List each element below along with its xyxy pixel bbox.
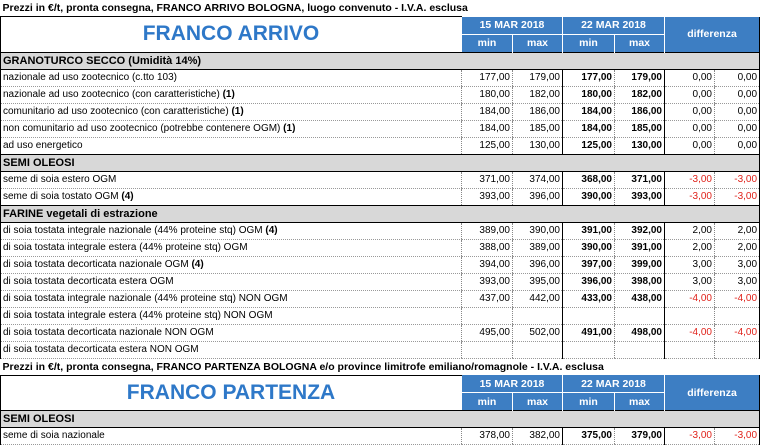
max-header: max xyxy=(513,393,563,411)
product-name: di soia tostata decorticata estera OGM xyxy=(3,276,174,287)
date-current: 22 MAR 2018 xyxy=(563,17,665,35)
product-name: di soia tostata integrale nazionale (44% proteine stq) OGM xyxy=(3,225,263,236)
curr-min-value: 368,00 xyxy=(563,171,615,188)
product-description xyxy=(1,324,462,341)
curr-min-value: 375,00 xyxy=(563,428,615,445)
curr-max-value: 392,00 xyxy=(615,222,665,239)
diff-min-value: 0,00 xyxy=(665,103,715,120)
date-current: 22 MAR 2018 xyxy=(563,375,665,393)
diff-max-value xyxy=(715,307,760,324)
curr-min-value: 180,00 xyxy=(563,86,615,103)
diff-max-value: -4,00 xyxy=(715,290,760,307)
diff-max-value: -4,00 xyxy=(715,324,760,341)
prev-max-value: 382,00 xyxy=(513,428,563,445)
prev-max-value: 442,00 xyxy=(513,290,563,307)
group-header: FARINE vegetali di estrazione xyxy=(1,205,760,222)
prev-min-value: 177,00 xyxy=(462,69,513,86)
curr-max-value: 398,00 xyxy=(615,273,665,290)
prev-max-value: 374,00 xyxy=(513,171,563,188)
product-description xyxy=(1,239,462,256)
product-description xyxy=(1,171,462,188)
prev-max-value: 396,00 xyxy=(513,188,563,205)
product-description xyxy=(1,120,462,137)
table-row xyxy=(1,428,760,445)
table-row xyxy=(1,239,760,256)
curr-max-value: 185,00 xyxy=(615,120,665,137)
prev-min-value: 437,00 xyxy=(462,290,513,307)
table-row xyxy=(1,290,760,307)
product-name: seme di soia tostato OGM xyxy=(3,191,119,202)
section-note: Prezzi in €/t, pronta consegna, FRANCO ARRIVO BOLOGNA, luogo convenuto - I.V.A. esclusa xyxy=(1,0,760,17)
table-row xyxy=(1,86,760,103)
footnote-ref: (1) xyxy=(223,89,235,100)
prev-min-value: 125,00 xyxy=(462,137,513,154)
curr-max-value xyxy=(615,341,665,358)
prev-max-value: 182,00 xyxy=(513,86,563,103)
footnote-ref: (1) xyxy=(283,123,295,134)
curr-min-value: 391,00 xyxy=(563,222,615,239)
product-description xyxy=(1,428,462,445)
diff-max-value xyxy=(715,341,760,358)
footnote-ref: (4) xyxy=(191,259,203,270)
prev-min-value: 371,00 xyxy=(462,171,513,188)
diff-max-value: 0,00 xyxy=(715,137,760,154)
footnote-ref: (4) xyxy=(121,191,133,202)
curr-max-value: 391,00 xyxy=(615,239,665,256)
curr-min-value: 184,00 xyxy=(563,120,615,137)
prev-min-value: 180,00 xyxy=(462,86,513,103)
prev-min-value: 388,00 xyxy=(462,239,513,256)
min-header: min xyxy=(563,34,615,52)
diff-min-value: -3,00 xyxy=(665,188,715,205)
min-header: min xyxy=(462,393,513,411)
product-description xyxy=(1,256,462,273)
product-description xyxy=(1,69,462,86)
diff-min-value: 3,00 xyxy=(665,256,715,273)
prev-max-value: 179,00 xyxy=(513,69,563,86)
prev-max-value xyxy=(513,341,563,358)
curr-max-value xyxy=(615,307,665,324)
curr-min-value: 184,00 xyxy=(563,103,615,120)
product-name: di soia tostata decorticata nazionale OGM xyxy=(3,259,189,270)
product-description xyxy=(1,341,462,358)
product-name: nazionale ad uso zootecnico (con caratteristiche) xyxy=(3,89,220,100)
prev-min-value xyxy=(462,341,513,358)
table-row xyxy=(1,307,760,324)
diff-max-value: -3,00 xyxy=(715,428,760,445)
prev-min-value: 394,00 xyxy=(462,256,513,273)
product-description xyxy=(1,290,462,307)
table-row xyxy=(1,324,760,341)
group-header: SEMI OLEOSI xyxy=(1,411,760,428)
max-header: max xyxy=(615,393,665,411)
section-note: Prezzi in €/t, pronta consegna, FRANCO PARTENZA BOLOGNA e/o province limitrofe emiliano/romagnole - I.V.A. esclusa xyxy=(1,359,760,376)
curr-min-value: 433,00 xyxy=(563,290,615,307)
diff-min-value: 0,00 xyxy=(665,69,715,86)
table-row xyxy=(1,69,760,86)
diff-min-value: 3,00 xyxy=(665,273,715,290)
diff-min-value: -4,00 xyxy=(665,290,715,307)
date-previous: 15 MAR 2018 xyxy=(462,17,563,35)
diff-min-value: 0,00 xyxy=(665,120,715,137)
product-name: nazionale ad uso zootecnico (c.tto 103) xyxy=(3,72,177,83)
prev-max-value: 390,00 xyxy=(513,222,563,239)
prev-max-value: 396,00 xyxy=(513,256,563,273)
date-previous: 15 MAR 2018 xyxy=(462,375,563,393)
curr-min-value xyxy=(563,307,615,324)
product-name: di soia tostata decorticata nazionale NON OGM xyxy=(3,327,214,338)
max-header: max xyxy=(513,34,563,52)
curr-min-value: 491,00 xyxy=(563,324,615,341)
curr-min-value: 390,00 xyxy=(563,239,615,256)
group-header: GRANOTURCO SECCO (Umidità 14%) xyxy=(1,52,760,69)
curr-min-value: 396,00 xyxy=(563,273,615,290)
diff-min-value: 2,00 xyxy=(665,239,715,256)
product-name: comunitario ad uso zootecnico (con caratteristiche) xyxy=(3,106,229,117)
footnote-ref: (4) xyxy=(265,225,277,236)
min-header: min xyxy=(563,393,615,411)
prev-min-value: 378,00 xyxy=(462,428,513,445)
product-description xyxy=(1,273,462,290)
product-name: di soia tostata integrale nazionale (44% proteine stq) NON OGM xyxy=(3,293,288,304)
diff-max-value: 0,00 xyxy=(715,69,760,86)
diff-min-value: -3,00 xyxy=(665,428,715,445)
diff-min-value xyxy=(665,307,715,324)
product-name: seme di soia estero OGM xyxy=(3,174,116,185)
product-description xyxy=(1,137,462,154)
diff-max-value: 0,00 xyxy=(715,120,760,137)
product-name: di soia tostata decorticata estera NON OGM xyxy=(3,344,199,355)
curr-max-value: 186,00 xyxy=(615,103,665,120)
prev-min-value: 393,00 xyxy=(462,273,513,290)
diff-min-value xyxy=(665,341,715,358)
curr-max-value: 371,00 xyxy=(615,171,665,188)
prev-max-value: 130,00 xyxy=(513,137,563,154)
footnote-ref: (1) xyxy=(231,106,243,117)
prev-max-value: 502,00 xyxy=(513,324,563,341)
curr-max-value: 438,00 xyxy=(615,290,665,307)
prev-min-value xyxy=(462,307,513,324)
table-row xyxy=(1,171,760,188)
franco-partenza-table xyxy=(0,359,760,445)
table-row xyxy=(1,341,760,358)
prev-max-value: 186,00 xyxy=(513,103,563,120)
curr-max-value: 179,00 xyxy=(615,69,665,86)
prev-min-value: 495,00 xyxy=(462,324,513,341)
table-row xyxy=(1,273,760,290)
product-name: ad uso energetico xyxy=(3,140,83,151)
product-name: seme di soia nazionale xyxy=(3,430,105,441)
table-row xyxy=(1,222,760,239)
difference-header: differenza xyxy=(665,375,760,411)
curr-min-value: 390,00 xyxy=(563,188,615,205)
prev-min-value: 184,00 xyxy=(462,103,513,120)
diff-max-value: -3,00 xyxy=(715,188,760,205)
diff-min-value: 0,00 xyxy=(665,86,715,103)
curr-max-value: 399,00 xyxy=(615,256,665,273)
prev-min-value: 393,00 xyxy=(462,188,513,205)
table-row xyxy=(1,103,760,120)
curr-max-value: 393,00 xyxy=(615,188,665,205)
curr-max-value: 130,00 xyxy=(615,137,665,154)
table-row xyxy=(1,188,760,205)
diff-min-value: 0,00 xyxy=(665,137,715,154)
section-title: FRANCO ARRIVO xyxy=(1,17,462,53)
min-header: min xyxy=(462,34,513,52)
diff-max-value: -3,00 xyxy=(715,171,760,188)
table-row xyxy=(1,137,760,154)
product-name: non comunitario ad uso zootecnico (potrebbe contenere OGM) xyxy=(3,123,280,134)
prev-max-value: 395,00 xyxy=(513,273,563,290)
curr-max-value: 379,00 xyxy=(615,428,665,445)
max-header: max xyxy=(615,34,665,52)
product-name: di soia tostata integrale estera (44% proteine stq) OGM xyxy=(3,242,248,253)
prev-min-value: 184,00 xyxy=(462,120,513,137)
diff-max-value: 3,00 xyxy=(715,273,760,290)
prev-max-value xyxy=(513,307,563,324)
table-row xyxy=(1,256,760,273)
curr-min-value: 125,00 xyxy=(563,137,615,154)
product-description xyxy=(1,188,462,205)
prev-min-value: 389,00 xyxy=(462,222,513,239)
product-description xyxy=(1,222,462,239)
diff-max-value: 3,00 xyxy=(715,256,760,273)
curr-min-value: 177,00 xyxy=(563,69,615,86)
prev-max-value: 389,00 xyxy=(513,239,563,256)
diff-min-value: -4,00 xyxy=(665,324,715,341)
group-header: SEMI OLEOSI xyxy=(1,154,760,171)
curr-min-value xyxy=(563,341,615,358)
curr-max-value: 182,00 xyxy=(615,86,665,103)
difference-header: differenza xyxy=(665,17,760,53)
diff-min-value: 2,00 xyxy=(665,222,715,239)
diff-min-value: -3,00 xyxy=(665,171,715,188)
diff-max-value: 2,00 xyxy=(715,239,760,256)
product-description xyxy=(1,103,462,120)
curr-min-value: 397,00 xyxy=(563,256,615,273)
product-description xyxy=(1,307,462,324)
section-title: FRANCO PARTENZA xyxy=(1,375,462,411)
product-name: di soia tostata integrale estera (44% proteine stq) NON OGM xyxy=(3,310,273,321)
product-description xyxy=(1,86,462,103)
diff-max-value: 0,00 xyxy=(715,103,760,120)
diff-max-value: 2,00 xyxy=(715,222,760,239)
curr-max-value: 498,00 xyxy=(615,324,665,341)
prev-max-value: 185,00 xyxy=(513,120,563,137)
diff-max-value: 0,00 xyxy=(715,86,760,103)
table-row xyxy=(1,120,760,137)
